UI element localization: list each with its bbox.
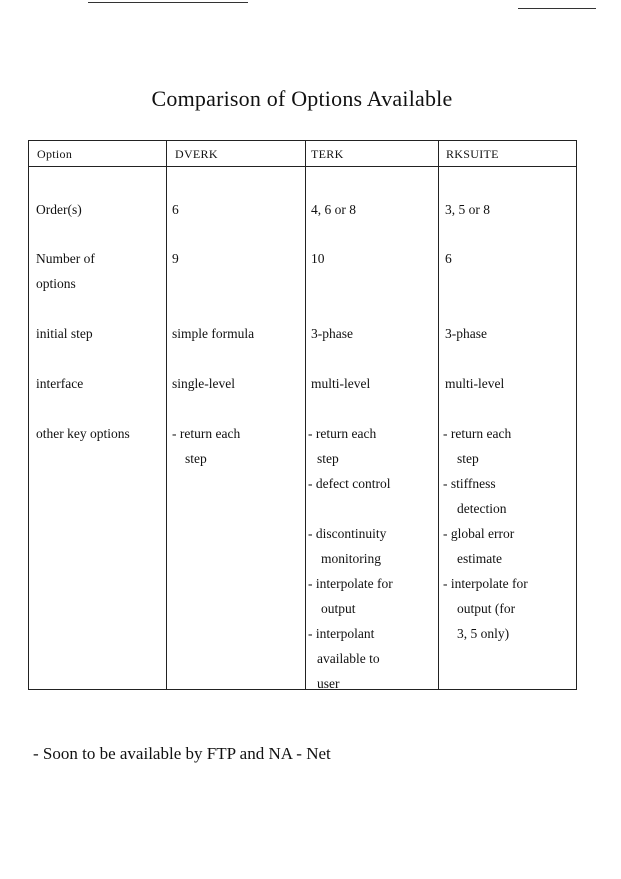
cell-line: - return each <box>308 426 377 441</box>
row-number-of-options-dverk <box>172 246 179 271</box>
cell-line: single-level <box>172 376 235 391</box>
cell-line: initial step <box>36 326 93 341</box>
cell-line: multi-level <box>311 376 371 391</box>
cell-line: - stiffness <box>443 476 496 491</box>
cell-line: step <box>185 451 207 466</box>
row-initial-step-rksuite <box>445 321 487 346</box>
cell-line: output <box>321 601 356 616</box>
row-initial-step-label <box>36 321 93 346</box>
cell-line: monitoring <box>321 551 381 566</box>
row-orders-rksuite <box>445 197 490 222</box>
cell-line: 4, 6 or 8 <box>311 202 356 217</box>
cell-line: 6 <box>445 251 452 266</box>
cell-line: step <box>317 451 339 466</box>
header-option: Option <box>37 147 73 161</box>
row-orders-label <box>36 197 82 222</box>
column-divider <box>305 141 306 689</box>
cell-line: Number of <box>36 251 95 266</box>
row-initial-step-terk <box>311 321 353 346</box>
scan-mark-top-right <box>518 8 596 9</box>
cell-line: - return each <box>172 426 241 441</box>
cell-line: Order(s) <box>36 202 82 217</box>
header-terk: TERK <box>311 147 344 161</box>
column-divider <box>438 141 439 689</box>
scan-mark-top-left <box>88 2 248 3</box>
column-divider <box>166 141 167 689</box>
cell-line: 6 <box>172 202 179 217</box>
cell-line <box>308 496 393 521</box>
cell-line: 3, 5 only) <box>457 626 510 641</box>
row-other-key-options-dverk <box>172 421 240 471</box>
cell-line: - interpolant <box>308 626 375 641</box>
row-number-of-options-terk <box>311 246 325 271</box>
cell-line: - defect control <box>308 476 391 491</box>
cell-line: 9 <box>172 251 179 266</box>
cell-line: interface <box>36 376 84 391</box>
row-initial-step-dverk <box>172 321 254 346</box>
cell-line: detection <box>457 501 507 516</box>
row-other-key-options-terk <box>308 421 393 696</box>
cell-line: other key options <box>36 426 130 441</box>
row-interface-dverk <box>172 371 235 396</box>
row-number-of-options-rksuite <box>445 246 452 271</box>
cell-line: - return each <box>443 426 512 441</box>
cell-line: options <box>36 276 76 291</box>
cell-line: 3, 5 or 8 <box>445 202 490 217</box>
row-number-of-options-label <box>36 246 95 296</box>
page-title: Comparison of Options Available <box>151 86 453 111</box>
cell-line: 3-phase <box>311 326 353 341</box>
row-other-key-options-label <box>36 421 130 446</box>
header-dverk: DVERK <box>175 147 218 161</box>
row-orders-dverk <box>172 197 179 222</box>
cell-line: available to <box>317 651 380 666</box>
cell-line: user <box>317 676 340 691</box>
header-divider <box>29 166 576 167</box>
cell-line: 10 <box>311 251 325 266</box>
cell-line: - interpolate for <box>443 576 528 591</box>
availability-note: - Soon to be available by FTP and NA - Net <box>33 744 331 763</box>
row-interface-terk <box>311 371 370 396</box>
cell-line: estimate <box>457 551 502 566</box>
cell-line: - interpolate for <box>308 576 393 591</box>
cell-line: output (for <box>457 601 516 616</box>
cell-line: - discontinuity <box>308 526 387 541</box>
row-other-key-options-rksuite <box>443 421 528 646</box>
cell-line: simple formula <box>172 326 255 341</box>
row-interface-rksuite <box>445 371 504 396</box>
cell-line: - global error <box>443 526 515 541</box>
cell-line: multi-level <box>445 376 505 391</box>
cell-line: 3-phase <box>445 326 487 341</box>
header-rksuite: RKSUITE <box>446 147 499 161</box>
comparison-table <box>28 140 577 690</box>
cell-line: step <box>457 451 479 466</box>
row-interface-label <box>36 371 83 396</box>
row-orders-terk <box>311 197 356 222</box>
